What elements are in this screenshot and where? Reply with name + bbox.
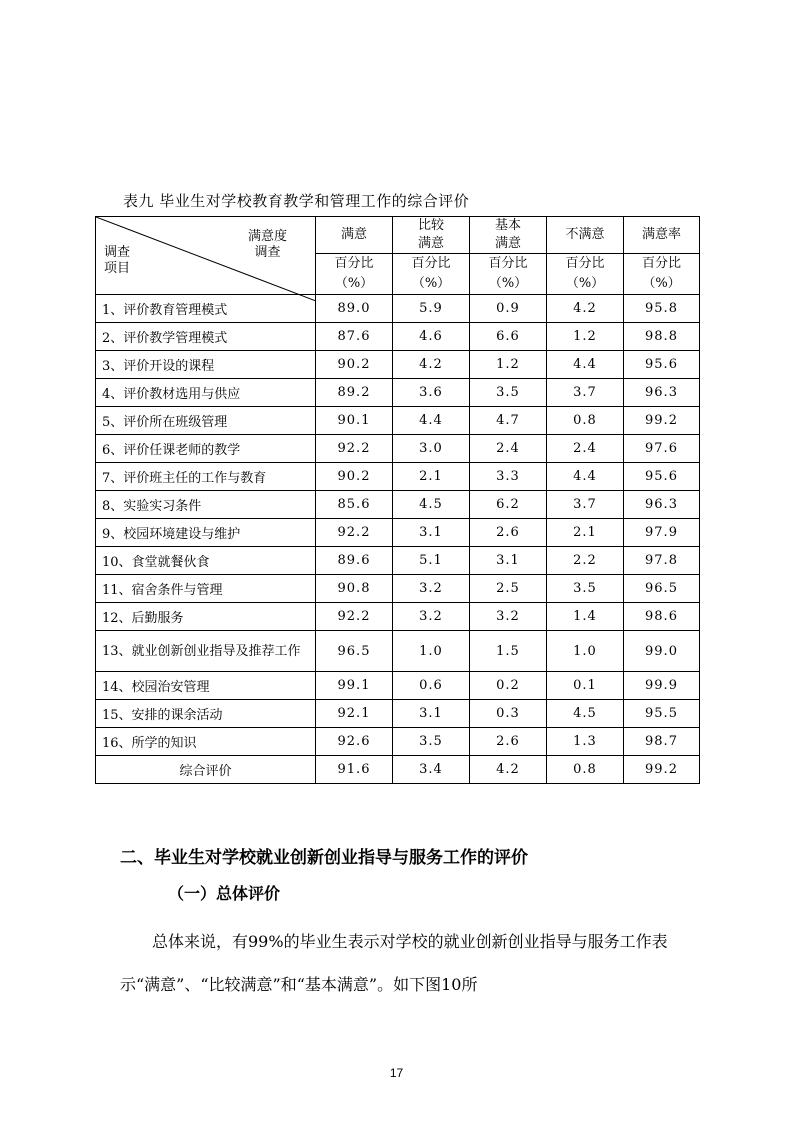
row-value-cell: 4.5 xyxy=(393,491,470,519)
column-header: 基本 满意 xyxy=(470,217,547,254)
row-value-cell: 2.6 xyxy=(470,728,547,756)
row-value-cell: 3.1 xyxy=(470,547,547,575)
row-value-cell: 5.9 xyxy=(393,295,470,323)
row-value-cell: 99.2 xyxy=(624,756,700,784)
table-row xyxy=(96,631,700,672)
table-row xyxy=(96,547,700,575)
row-item-label: 13、就业创新创业指导及推荐工作 xyxy=(96,631,316,672)
row-value-cell: 1.5 xyxy=(470,631,547,672)
row-value-cell: 90.1 xyxy=(316,407,393,435)
unit-header: 百分比 （%） xyxy=(316,254,393,295)
row-value-cell: 2.1 xyxy=(393,463,470,491)
row-value-cell: 1.4 xyxy=(547,603,624,631)
row-value-cell: 89.0 xyxy=(316,295,393,323)
row-item-label: 8、实验实习条件 xyxy=(96,491,316,519)
row-value-cell: 97.6 xyxy=(624,435,700,463)
row-item-label: 11、宿舍条件与管理 xyxy=(96,575,316,603)
row-item-label: 2、评价教学管理模式 xyxy=(96,323,316,351)
row-value-cell: 87.6 xyxy=(316,323,393,351)
row-value-cell: 2.6 xyxy=(470,519,547,547)
corner-label-item: 调查 项目 xyxy=(104,245,131,276)
row-item-label: 1、评价教育管理模式 xyxy=(96,295,316,323)
row-value-cell: 4.4 xyxy=(393,407,470,435)
row-value-cell: 0.6 xyxy=(393,672,470,700)
subsection-title: （一）总体评价 xyxy=(168,884,281,903)
row-item-label: 14、校园治安管理 xyxy=(96,672,316,700)
table-row xyxy=(96,519,700,547)
row-value-cell: 97.9 xyxy=(624,519,700,547)
column-header: 不满意 xyxy=(547,217,624,254)
row-value-cell: 98.6 xyxy=(624,603,700,631)
summary-row xyxy=(96,756,700,784)
row-value-cell: 0.2 xyxy=(470,672,547,700)
row-value-cell: 6.2 xyxy=(470,491,547,519)
row-value-cell: 0.3 xyxy=(470,700,547,728)
row-value-cell: 1.0 xyxy=(547,631,624,672)
row-item-label: 15、安排的课余活动 xyxy=(96,700,316,728)
unit-header: 百分比 （%） xyxy=(393,254,470,295)
row-value-cell: 0.1 xyxy=(547,672,624,700)
row-value-cell: 4.2 xyxy=(547,295,624,323)
row-value-cell: 3.6 xyxy=(393,379,470,407)
row-value-cell: 3.2 xyxy=(470,603,547,631)
row-value-cell: 3.2 xyxy=(393,575,470,603)
table-row xyxy=(96,575,700,603)
row-item-label: 6、评价任课老师的教学 xyxy=(96,435,316,463)
row-value-cell: 4.4 xyxy=(547,463,624,491)
row-value-cell: 99.1 xyxy=(316,672,393,700)
row-value-cell: 90.2 xyxy=(316,463,393,491)
row-value-cell: 1.2 xyxy=(470,351,547,379)
row-item-label: 4、评价教材选用与供应 xyxy=(96,379,316,407)
row-value-cell: 2.1 xyxy=(547,519,624,547)
table-row xyxy=(96,672,700,700)
row-value-cell: 95.5 xyxy=(624,700,700,728)
table-row xyxy=(96,435,700,463)
row-value-cell: 4.6 xyxy=(393,323,470,351)
column-header: 满意率 xyxy=(624,217,700,254)
page-number: 17 xyxy=(389,1066,404,1080)
row-value-cell: 92.1 xyxy=(316,700,393,728)
row-value-cell: 4.7 xyxy=(470,407,547,435)
header-corner-cell xyxy=(96,217,316,295)
table-row xyxy=(96,603,700,631)
row-value-cell: 85.6 xyxy=(316,491,393,519)
row-value-cell: 1.2 xyxy=(547,323,624,351)
column-header: 满意 xyxy=(316,217,393,254)
unit-header: 百分比 （%） xyxy=(470,254,547,295)
row-value-cell: 3.3 xyxy=(470,463,547,491)
row-value-cell: 95.6 xyxy=(624,351,700,379)
row-value-cell: 96.5 xyxy=(624,575,700,603)
row-value-cell: 90.8 xyxy=(316,575,393,603)
row-value-cell: 99.2 xyxy=(624,407,700,435)
table-row xyxy=(96,728,700,756)
corner-label-survey: 满意度 调查 xyxy=(247,229,287,260)
table-row xyxy=(96,491,700,519)
row-value-cell: 2.4 xyxy=(470,435,547,463)
unit-header: 百分比 （%） xyxy=(624,254,700,295)
row-value-cell: 3.5 xyxy=(393,728,470,756)
row-value-cell: 89.6 xyxy=(316,547,393,575)
row-value-cell: 4.5 xyxy=(547,700,624,728)
section-title: 二、毕业生对学校就业创新创业指导与服务工作的评价 xyxy=(120,848,528,868)
row-value-cell: 99.9 xyxy=(624,672,700,700)
row-value-cell: 3.5 xyxy=(547,575,624,603)
unit-header: 百分比 （%） xyxy=(547,254,624,295)
row-value-cell: 2.2 xyxy=(547,547,624,575)
row-value-cell: 3.2 xyxy=(393,603,470,631)
row-value-cell: 4.2 xyxy=(470,756,547,784)
row-item-label: 综合评价 xyxy=(96,756,316,784)
row-value-cell: 3.0 xyxy=(393,435,470,463)
row-value-cell: 1.3 xyxy=(547,728,624,756)
row-value-cell: 92.6 xyxy=(316,728,393,756)
table-row xyxy=(96,700,700,728)
row-value-cell: 2.4 xyxy=(547,435,624,463)
row-value-cell: 90.2 xyxy=(316,351,393,379)
row-value-cell: 95.8 xyxy=(624,295,700,323)
row-value-cell: 92.2 xyxy=(316,603,393,631)
row-value-cell: 96.3 xyxy=(624,379,700,407)
evaluation-table xyxy=(95,216,700,784)
row-item-label: 12、后勤服务 xyxy=(96,603,316,631)
row-value-cell: 6.6 xyxy=(470,323,547,351)
row-value-cell: 3.1 xyxy=(393,700,470,728)
row-value-cell: 3.1 xyxy=(393,519,470,547)
row-value-cell: 3.4 xyxy=(393,756,470,784)
row-value-cell: 96.5 xyxy=(316,631,393,672)
table-row xyxy=(96,323,700,351)
row-value-cell: 3.7 xyxy=(547,491,624,519)
body-paragraph: 总体来说，有99%的毕业生表示对学校的就业创新创业指导与服务工作表示“满意”、“比较满意”和“基本满意”。如下图10所 xyxy=(120,932,668,994)
table-row xyxy=(96,407,700,435)
row-value-cell: 97.8 xyxy=(624,547,700,575)
row-value-cell: 92.2 xyxy=(316,519,393,547)
table-row xyxy=(96,351,700,379)
row-value-cell: 0.9 xyxy=(470,295,547,323)
table-row xyxy=(96,463,700,491)
row-item-label: 3、评价开设的课程 xyxy=(96,351,316,379)
row-value-cell: 92.2 xyxy=(316,435,393,463)
row-item-label: 5、评价所在班级管理 xyxy=(96,407,316,435)
row-value-cell: 91.6 xyxy=(316,756,393,784)
row-item-label: 10、食堂就餐伙食 xyxy=(96,547,316,575)
row-value-cell: 0.8 xyxy=(547,756,624,784)
row-value-cell: 4.2 xyxy=(393,351,470,379)
column-header: 比较 满意 xyxy=(393,217,470,254)
row-value-cell: 5.1 xyxy=(393,547,470,575)
row-value-cell: 98.8 xyxy=(624,323,700,351)
row-value-cell: 0.8 xyxy=(547,407,624,435)
table-caption: 表九 毕业生对学校教育教学和管理工作的综合评价 xyxy=(123,192,470,210)
row-value-cell: 96.3 xyxy=(624,491,700,519)
row-value-cell: 4.4 xyxy=(547,351,624,379)
row-value-cell: 1.0 xyxy=(393,631,470,672)
row-value-cell: 2.5 xyxy=(470,575,547,603)
row-value-cell: 95.6 xyxy=(624,463,700,491)
row-item-label: 16、所学的知识 xyxy=(96,728,316,756)
row-value-cell: 3.7 xyxy=(547,379,624,407)
row-value-cell: 99.0 xyxy=(624,631,700,672)
row-value-cell: 3.5 xyxy=(470,379,547,407)
row-item-label: 9、校园环境建设与维护 xyxy=(96,519,316,547)
row-value-cell: 98.7 xyxy=(624,728,700,756)
row-item-label: 7、评价班主任的工作与教育 xyxy=(96,463,316,491)
row-value-cell: 89.2 xyxy=(316,379,393,407)
table-row xyxy=(96,379,700,407)
